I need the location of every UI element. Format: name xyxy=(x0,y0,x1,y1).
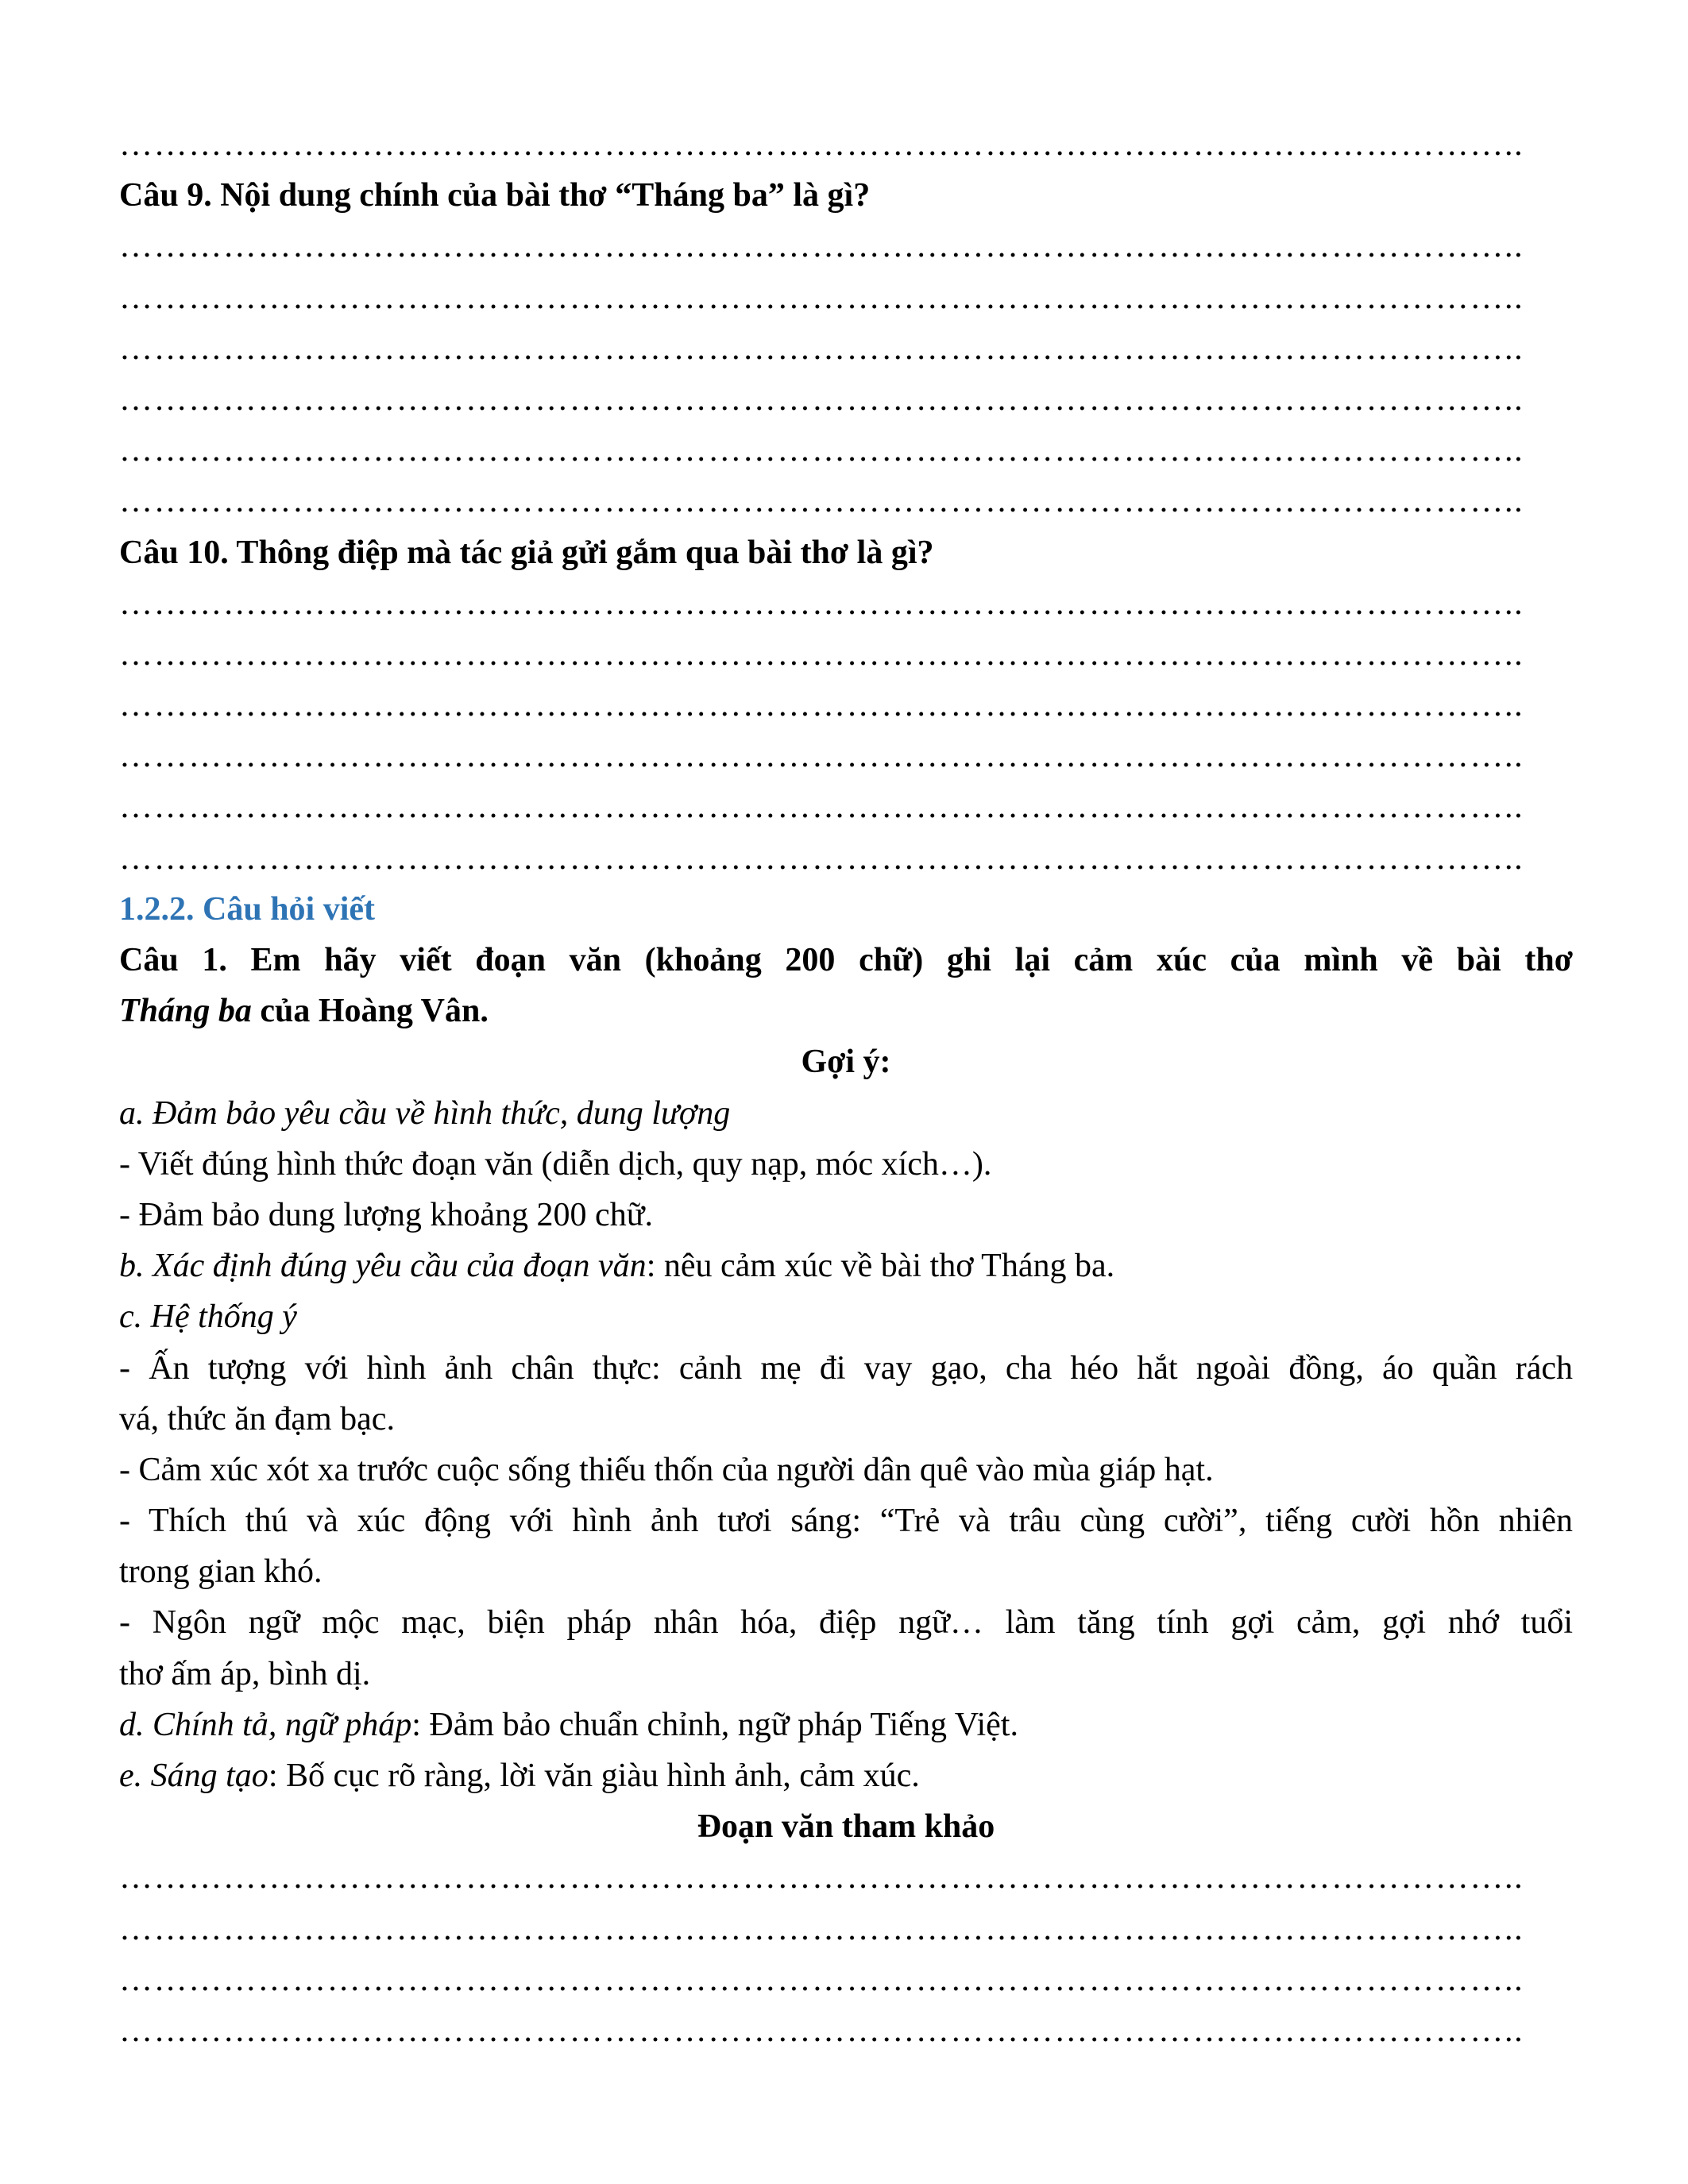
answer-line: ………………………………………………………………………………………………………….. xyxy=(119,126,1524,163)
hint-c-item: - Ngôn ngữ mộc mạc, biện pháp nhân hóa, điệp ngữ… làm tăng tính gợi cảm, gợi nhớ tuổi xyxy=(119,1604,1573,1642)
hint-a-item: - Viết đúng hình thức đoạn văn (diễn dịch, quy nạp, móc xích…). xyxy=(119,1145,992,1183)
hint-b xyxy=(119,1241,1573,1291)
hint-a-title: a. Đảm bảo yêu cầu về hình thức, dung lượng xyxy=(119,1094,731,1132)
answer-line: ………………………………………………………………………………………………………….. xyxy=(119,2012,1524,2049)
answer-line: ………………………………………………………………………………………………………….. xyxy=(119,1961,1524,1998)
answer-line: ………………………………………………………………………………………………………….. xyxy=(119,432,1524,469)
answer-line: ………………………………………………………………………………………………………….. xyxy=(119,380,1524,418)
question-1-tail: của Hoàng Vân. xyxy=(251,993,489,1030)
hint-e-text: : Bố cục rõ ràng, lời văn giàu hình ảnh, cảm xúc. xyxy=(268,1758,920,1794)
hint-e-title: e. Sáng tạo xyxy=(119,1758,268,1794)
hint-c-title: c. Hệ thống ý xyxy=(119,1298,297,1336)
answer-line: ………………………………………………………………………………………………………….. xyxy=(119,585,1524,622)
answer-line: ………………………………………………………………………………………………………….. xyxy=(119,789,1524,826)
hint-b-title: b. Xác định đúng yêu cầu của đoạn văn xyxy=(119,1248,647,1285)
hint-c-item: - Thích thú và xúc động với hình ảnh tươi sáng: “Trẻ và trâu cùng cười”, tiếng cười hồn nhiên xyxy=(119,1503,1573,1540)
hint-heading: Gợi ý: xyxy=(801,1044,891,1081)
hint-b-text: : nêu cảm xúc về bài thơ Tháng ba. xyxy=(646,1248,1115,1285)
answer-line: ………………………………………………………………………………………………………….. xyxy=(119,635,1524,673)
hint-c-item-cont: vá, thức ăn đạm bạc. xyxy=(119,1400,395,1437)
answer-line: ………………………………………………………………………………………………………….. xyxy=(119,483,1524,520)
question-1-line-1: Câu 1. Em hãy viết đoạn văn (khoảng 200 chữ) ghi lại cảm xúc của mình về bài thơ xyxy=(119,942,1573,978)
hint-e xyxy=(119,1750,1573,1801)
reference-heading: Đoạn văn tham khảo xyxy=(697,1808,995,1846)
answer-line: ………………………………………………………………………………………………………….. xyxy=(119,1859,1524,1897)
answer-line: ………………………………………………………………………………………………………….. xyxy=(119,228,1524,265)
poem-title: Tháng ba xyxy=(119,993,252,1030)
hint-d-text: : Đảm bảo chuẩn chỉnh, ngữ pháp Tiếng Việt. xyxy=(411,1706,1018,1743)
answer-line: ………………………………………………………………………………………………………….. xyxy=(119,330,1524,367)
answer-line: ………………………………………………………………………………………………………….. xyxy=(119,687,1524,724)
section-heading: 1.2.2. Câu hỏi viết xyxy=(119,890,376,928)
hint-a-item: - Đảm bảo dung lượng khoảng 200 chữ. xyxy=(119,1196,653,1233)
answer-line: ………………………………………………………………………………………………………….. xyxy=(119,839,1524,877)
hint-c-item: - Cảm xúc xót xa trước cuộc sống thiếu thốn của người dân quê vào mùa giáp hạt. xyxy=(119,1451,1214,1488)
answer-line: ………………………………………………………………………………………………………….. xyxy=(119,738,1524,775)
answer-line: ………………………………………………………………………………………………………….. xyxy=(119,279,1524,316)
answer-line: ………………………………………………………………………………………………………….. xyxy=(119,1910,1524,1947)
question-1-line-2 xyxy=(119,986,1573,1036)
hint-c-item: - Ấn tượng với hình ảnh chân thực: cảnh mẹ đi vay gạo, cha héo hắt ngoài đồng, áo quần rách xyxy=(119,1349,1573,1387)
hint-c-item-cont: thơ ấm áp, bình dị. xyxy=(119,1655,371,1692)
question-10: Câu 10. Thông điệp mà tác giả gửi gắm qua bài thơ là gì? xyxy=(119,534,934,571)
document-page xyxy=(119,119,1573,2056)
hint-c-item-cont: trong gian khó. xyxy=(119,1553,323,1591)
hint-d-title: d. Chính tả, ngữ pháp xyxy=(119,1706,412,1743)
question-9: Câu 9. Nội dung chính của bài thơ “Tháng ba” là gì? xyxy=(119,177,871,214)
hint-d xyxy=(119,1700,1573,1750)
